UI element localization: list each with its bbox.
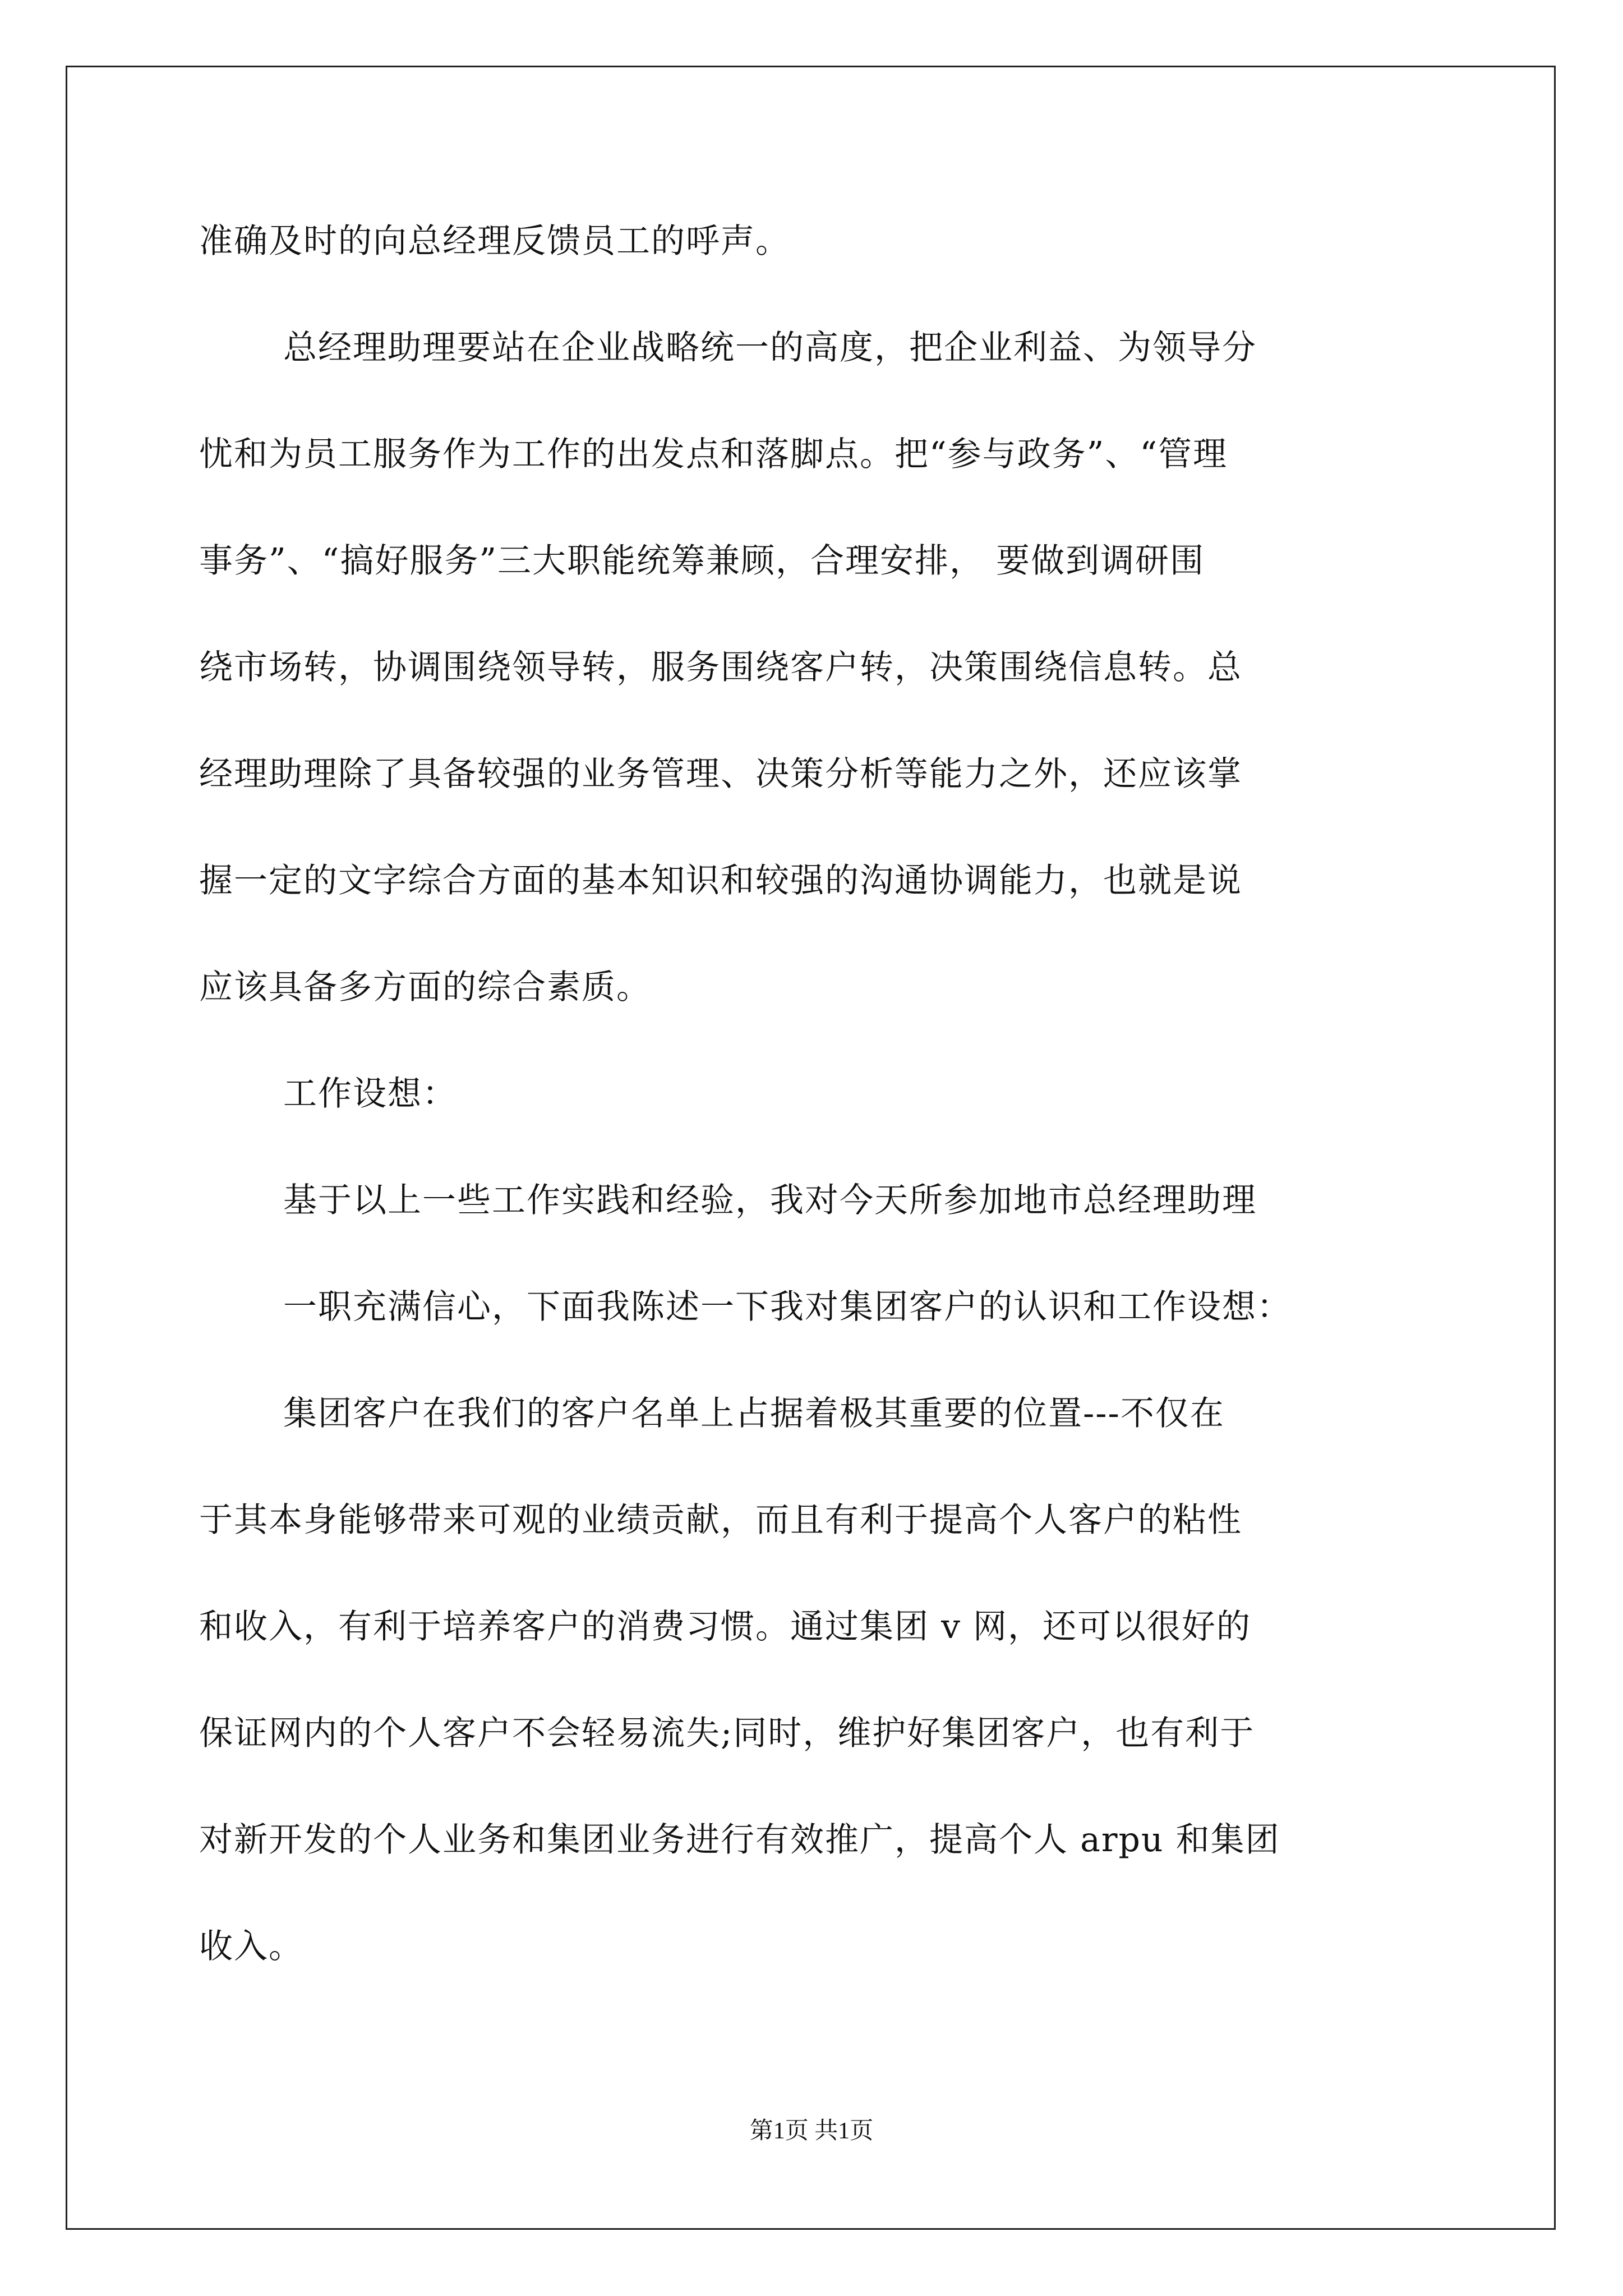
text-line: 握一定的文字综合方面的基本知识和较强的沟通协调能力，也就是说 — [199, 861, 1242, 900]
section-heading: 工作设想： — [283, 1074, 457, 1114]
text-line: 准确及时的向总经理反馈员工的呼声。 — [199, 222, 790, 261]
text-line: 一职充满信心，下面我陈述一下我对集团客户的认识和工作设想： — [283, 1287, 1292, 1327]
text-line: 基于以上一些工作实践和经验，我对今天所参加地市总经理助理 — [283, 1181, 1257, 1220]
text-line: 应该具备多方面的综合素质。 — [199, 968, 651, 1007]
page-border — [66, 66, 1556, 2230]
text-line: 绕市场转，协调围绕领导转，服务围绕客户转，决策围绕信息转。总 — [199, 648, 1242, 687]
text-line: 忧和为员工服务作为工作的出发点和落脚点。把“参与政务”、“管理 — [199, 435, 1228, 474]
text-line: 保证网内的个人客户不会轻易流失;同时，维护好集团客户，也有利于 — [199, 1714, 1255, 1753]
text-line: 和收入，有利于培养客户的消费习惯。通过集团 v 网，还可以很好的 — [199, 1607, 1252, 1646]
text-line: 对新开发的个人业务和集团业务进行有效推广，提高个人 arpu 和集团 — [199, 1820, 1280, 1860]
text-line: 于其本身能够带来可观的业绩贡献，而且有利于提高个人客户的粘性 — [199, 1501, 1242, 1540]
text-line: 收入。 — [199, 1927, 303, 1966]
page-footer: 第1页 共1页 — [749, 2118, 874, 2144]
text-line: 总经理助理要站在企业战略统一的高度，把企业利益、为领导分 — [283, 328, 1257, 367]
text-line: 集团客户在我们的客户名单上占据着极其重要的位置---不仅在 — [283, 1394, 1225, 1433]
text-line: 事务”、“搞好服务”三大职能统筹兼顾，合理安排， 要做到调研围 — [199, 541, 1205, 581]
text-line: 经理助理除了具备较强的业务管理、决策分析等能力之外，还应该掌 — [199, 754, 1242, 794]
